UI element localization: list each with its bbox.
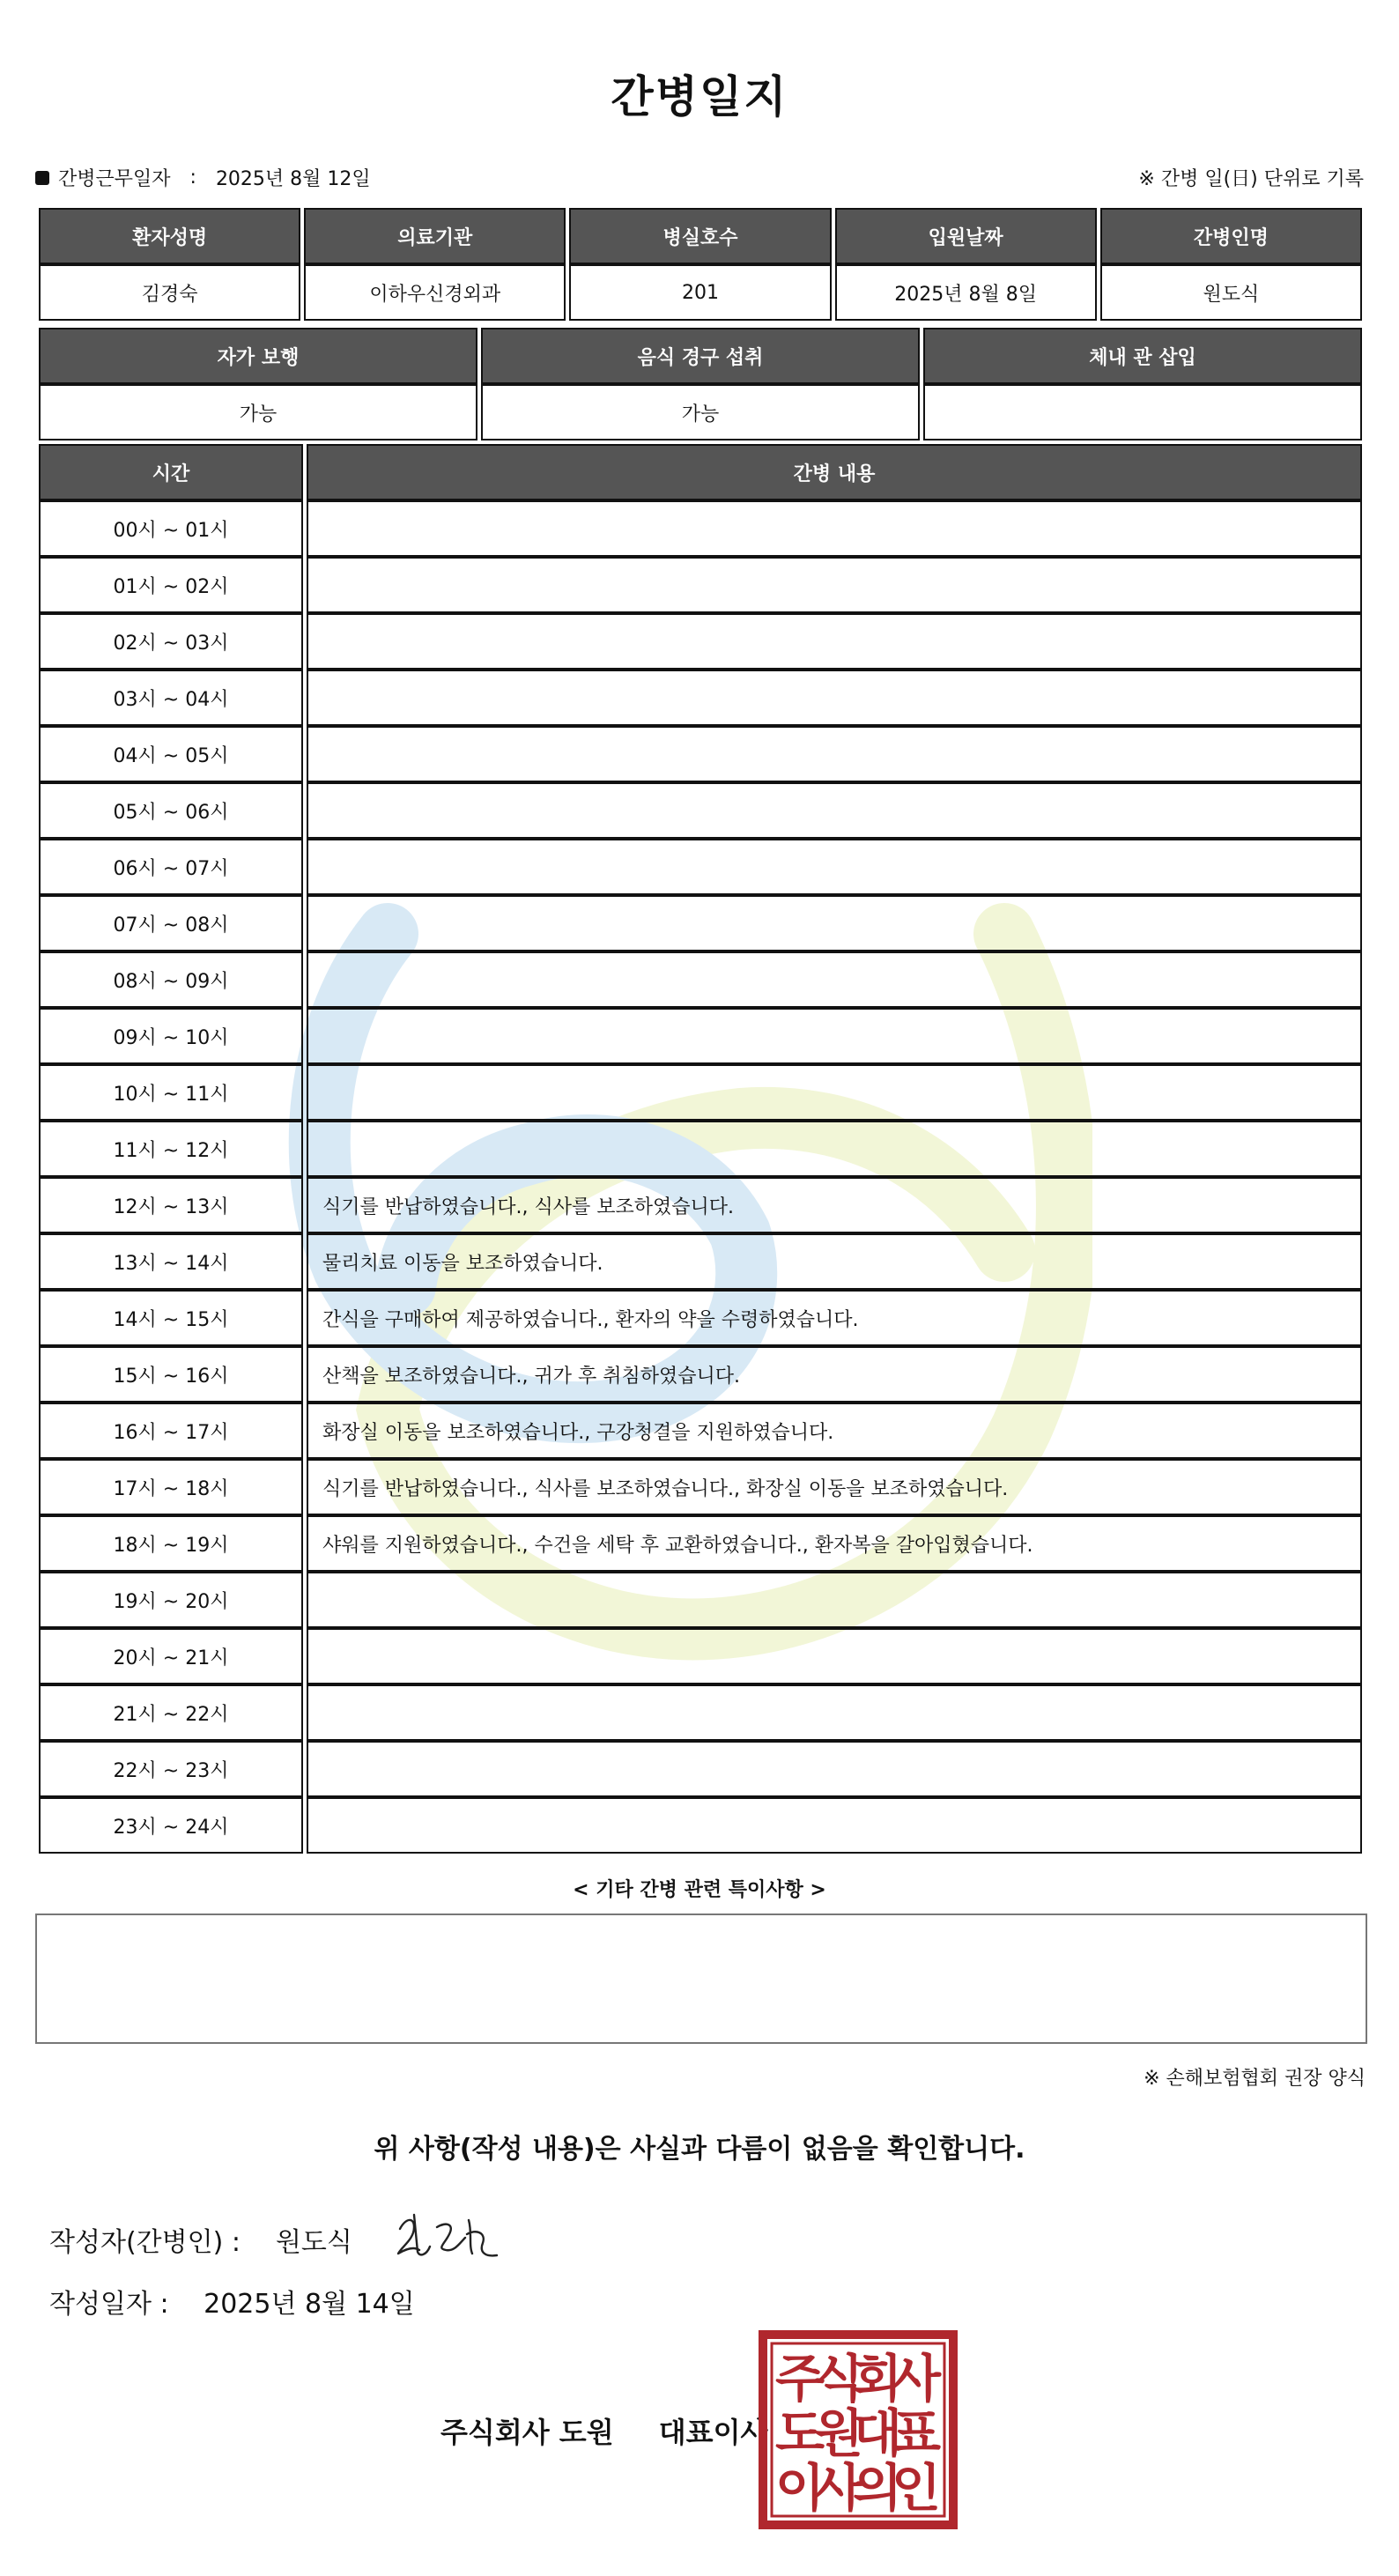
table-row [39, 782, 1362, 839]
care-content-cell [307, 500, 1362, 557]
company-seal-stamp [758, 2329, 959, 2530]
patient-info-table [35, 208, 1366, 321]
table-row [39, 1403, 1362, 1459]
header-room-number: 병실호수 [569, 208, 831, 264]
oral-intake-cell: 가능 [481, 384, 920, 440]
header-hospital: 의료기관 [304, 208, 566, 264]
care-content-cell [307, 1684, 1362, 1741]
care-content-cell [307, 670, 1362, 726]
svg-text:대: 대 [852, 2403, 903, 2463]
header-caregiver-name: 간병인명 [1100, 208, 1362, 264]
table-row [39, 1346, 1362, 1403]
svg-text:이: 이 [774, 2458, 825, 2518]
svg-text:주: 주 [774, 2349, 825, 2409]
writer-name: 원도식 [275, 2227, 352, 2258]
care-content-cell [307, 839, 1362, 895]
svg-text:사: 사 [813, 2458, 864, 2518]
care-content-cell [307, 1797, 1362, 1854]
svg-text:도: 도 [774, 2403, 825, 2463]
care-content-cell [307, 951, 1362, 1008]
care-content-cell [307, 613, 1362, 670]
care-content-cell [307, 1064, 1362, 1121]
table-row [39, 1684, 1362, 1741]
time-slot-cell: 21시 ~ 22시 [39, 1684, 303, 1741]
header-admission-date: 입원날짜 [835, 208, 1097, 264]
time-slot-cell: 18시 ~ 19시 [39, 1515, 303, 1572]
table-row [39, 500, 1362, 557]
patient-status-value-row [39, 384, 1362, 440]
table-row [39, 1233, 1362, 1290]
svg-text:표: 표 [891, 2403, 942, 2463]
table-row [39, 1628, 1362, 1684]
time-slot-cell: 05시 ~ 06시 [39, 782, 303, 839]
care-content-cell [307, 1741, 1362, 1797]
written-date-line [49, 2282, 415, 2321]
svg-text:의: 의 [852, 2458, 903, 2518]
care-log-body [39, 500, 1362, 1854]
care-content-cell [307, 1572, 1362, 1628]
care-content-cell: 식기를 반납하였습니다., 식사를 보조하였습니다. [307, 1177, 1362, 1233]
care-content-cell [307, 782, 1362, 839]
work-date-label: 간병근무일자 [58, 168, 171, 190]
hospital-cell: 이하우신경외과 [304, 264, 566, 321]
time-slot-cell: 22시 ~ 23시 [39, 1741, 303, 1797]
self-walking-cell: 가능 [39, 384, 477, 440]
care-content-cell: 간식을 구매하여 제공하였습니다., 환자의 약을 수령하였습니다. [307, 1290, 1362, 1346]
time-slot-cell: 04시 ~ 05시 [39, 726, 303, 782]
time-slot-cell: 09시 ~ 10시 [39, 1008, 303, 1064]
header-patient-name: 환자성명 [39, 208, 300, 264]
header-tube-insertion: 체내 관 삽입 [923, 328, 1362, 384]
care-content-cell [307, 726, 1362, 782]
svg-text:원: 원 [813, 2403, 864, 2463]
table-row [39, 613, 1362, 670]
representative-title: 대표이사 [658, 2416, 768, 2449]
care-content-cell [307, 895, 1362, 951]
admission-date-cell: 2025년 8월 8일 [835, 264, 1097, 321]
header-oral-intake: 음식 경구 섭취 [481, 328, 920, 384]
time-slot-cell: 15시 ~ 16시 [39, 1346, 303, 1403]
writer-label: 작성자(간병인) : [49, 2227, 241, 2258]
table-row [39, 951, 1362, 1008]
table-row [39, 839, 1362, 895]
table-row [39, 1459, 1362, 1515]
time-slot-cell: 19시 ~ 20시 [39, 1572, 303, 1628]
header-care-content: 간병 내용 [307, 444, 1362, 500]
writer-line [49, 2220, 352, 2259]
table-row [39, 1177, 1362, 1233]
time-slot-cell: 23시 ~ 24시 [39, 1797, 303, 1854]
care-log-header-row [39, 444, 1362, 500]
written-date-label: 작성일자 : [49, 2289, 169, 2320]
table-row [39, 1121, 1362, 1177]
time-slot-cell: 01시 ~ 02시 [39, 557, 303, 613]
time-slot-cell: 16시 ~ 17시 [39, 1403, 303, 1459]
table-row [39, 557, 1362, 613]
handwritten-signature [388, 2202, 511, 2273]
patient-info-value-row [39, 264, 1362, 321]
table-row [39, 1008, 1362, 1064]
svg-text:인: 인 [891, 2458, 942, 2518]
table-row [39, 1064, 1362, 1121]
caregiver-name-cell: 원도식 [1100, 264, 1362, 321]
company-line [440, 2410, 767, 2451]
time-slot-cell: 14시 ~ 15시 [39, 1290, 303, 1346]
time-slot-cell: 07시 ~ 08시 [39, 895, 303, 951]
work-date-value: 2025년 8월 12일 [215, 168, 371, 190]
care-content-cell [307, 1121, 1362, 1177]
insurance-format-note: ※ 손해보험협회 권장 양식 [1144, 2068, 1366, 2090]
table-row [39, 726, 1362, 782]
care-content-cell: 식기를 반납하였습니다., 식사를 보조하였습니다., 화장실 이동을 보조하였습니다. [307, 1459, 1362, 1515]
time-slot-cell: 00시 ~ 01시 [39, 500, 303, 557]
time-slot-cell: 13시 ~ 14시 [39, 1233, 303, 1290]
time-slot-cell: 03시 ~ 04시 [39, 670, 303, 726]
time-slot-cell: 06시 ~ 07시 [39, 839, 303, 895]
time-slot-cell: 17시 ~ 18시 [39, 1459, 303, 1515]
care-content-cell: 화장실 이동을 보조하였습니다., 구강청결을 지원하였습니다. [307, 1403, 1362, 1459]
svg-text:회: 회 [852, 2349, 903, 2409]
table-row [39, 1741, 1362, 1797]
table-row [39, 1515, 1362, 1572]
table-row [39, 670, 1362, 726]
work-date [35, 164, 371, 191]
record-unit-note: ※ 간병 일(日) 단위로 기록 [1138, 168, 1364, 190]
svg-text:사: 사 [891, 2349, 942, 2409]
company-name: 주식회사 도원 [440, 2416, 614, 2449]
care-content-cell [307, 557, 1362, 613]
room-number-cell: 201 [569, 264, 831, 321]
patient-info-header-row [39, 208, 1362, 264]
care-content-cell: 샤워를 지원하였습니다., 수건을 세탁 후 교환하였습니다., 환자복을 갈아입혔습니다. [307, 1515, 1362, 1572]
patient-status-table [35, 328, 1366, 440]
written-date-value: 2025년 8월 14일 [204, 2289, 415, 2320]
remarks-title: < 기타 간병 관련 특이사항 > [573, 1879, 826, 1901]
time-slot-cell: 02시 ~ 03시 [39, 613, 303, 670]
table-row [39, 1572, 1362, 1628]
time-slot-cell: 20시 ~ 21시 [39, 1628, 303, 1684]
page-title: 간병일지 [611, 71, 788, 122]
care-content-cell: 물리치료 이동을 보조하였습니다. [307, 1233, 1362, 1290]
patient-status-header-row [39, 328, 1362, 384]
care-content-cell [307, 1008, 1362, 1064]
remarks-box [35, 1913, 1367, 2044]
square-bullet-icon [35, 171, 49, 185]
table-row [39, 1290, 1362, 1346]
header-self-walking: 자가 보행 [39, 328, 477, 384]
time-slot-cell: 10시 ~ 11시 [39, 1064, 303, 1121]
care-log-table [35, 444, 1366, 1854]
table-row [39, 1797, 1362, 1854]
work-date-separator: : [189, 167, 196, 189]
table-row [39, 895, 1362, 951]
svg-text:식: 식 [813, 2349, 864, 2409]
patient-name-cell: 김경숙 [39, 264, 300, 321]
time-slot-cell: 08시 ~ 09시 [39, 951, 303, 1008]
confirmation-statement: 위 사항(작성 내용)은 사실과 다름이 없음을 확인합니다. [374, 2134, 1025, 2165]
tube-insertion-cell [923, 384, 1362, 440]
time-slot-cell: 12시 ~ 13시 [39, 1177, 303, 1233]
header-time: 시간 [39, 444, 303, 500]
care-content-cell: 산책을 보조하였습니다., 귀가 후 취침하였습니다. [307, 1346, 1362, 1403]
time-slot-cell: 11시 ~ 12시 [39, 1121, 303, 1177]
care-content-cell [307, 1628, 1362, 1684]
